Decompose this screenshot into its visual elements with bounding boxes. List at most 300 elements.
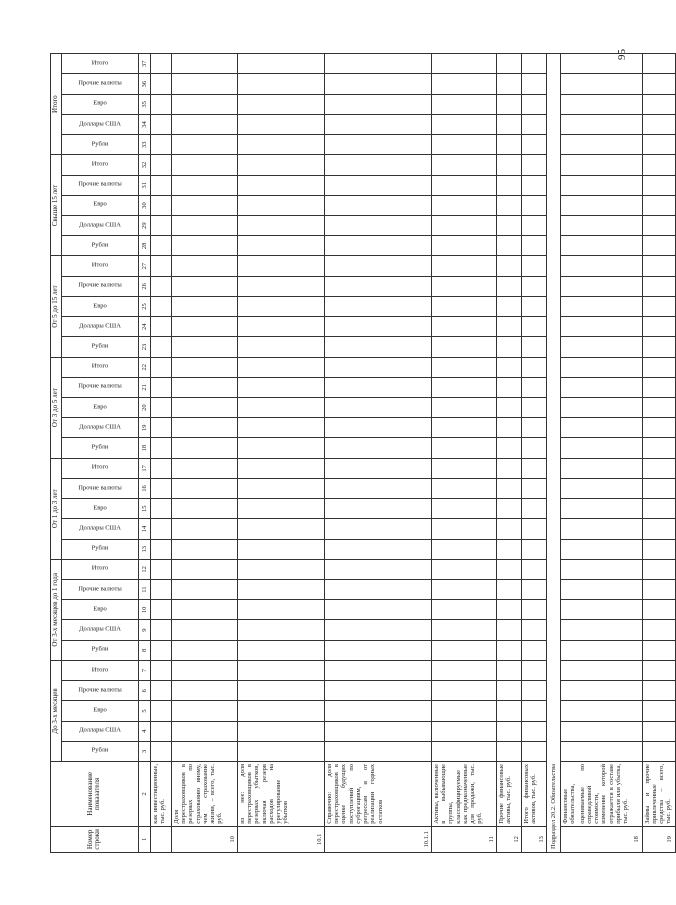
data-cell — [324, 276, 431, 296]
data-cell — [431, 135, 496, 155]
row-caption: Прочие финансовые активы, тыс. руб. — [496, 762, 521, 827]
currency-label: Рубли — [91, 443, 109, 451]
data-cell — [642, 357, 675, 377]
currency-label: Доллары США — [78, 524, 121, 532]
data-cell — [431, 660, 496, 680]
table-row — [521, 54, 546, 853]
currency-label: Евро — [93, 403, 107, 411]
subsection-title: Подраздел 20.2. Обязательства — [546, 54, 560, 853]
column-number: 33 — [138, 135, 150, 155]
data-cell — [324, 458, 431, 478]
data-cell — [324, 236, 431, 256]
currency-label: Доллары США — [78, 625, 121, 633]
data-cell — [150, 94, 171, 114]
data-cell — [642, 438, 675, 458]
data-cell — [431, 175, 496, 195]
data-cell — [431, 620, 496, 640]
data-cell — [237, 276, 324, 296]
currency-header — [61, 114, 138, 134]
currency-label: Прочие валюты — [78, 180, 122, 188]
data-cell — [324, 559, 431, 579]
data-cell — [324, 660, 431, 680]
data-cell — [431, 357, 496, 377]
data-cell — [150, 337, 171, 357]
data-cell — [237, 337, 324, 357]
data-cell — [431, 438, 496, 458]
row-number: 10.1 — [237, 826, 324, 852]
data-cell — [496, 681, 521, 701]
data-cell — [521, 216, 546, 236]
data-cell — [237, 54, 324, 75]
currency-label: Прочие валюты — [78, 484, 122, 492]
data-cell — [521, 337, 546, 357]
column-number: 35 — [138, 94, 150, 114]
currency-label: Евро — [93, 302, 107, 310]
data-cell — [496, 337, 521, 357]
data-cell — [521, 418, 546, 438]
data-cell — [324, 539, 431, 559]
data-cell — [642, 296, 675, 316]
data-cell — [171, 155, 237, 175]
data-cell — [521, 478, 546, 498]
data-cell — [561, 256, 643, 276]
data-cell — [150, 155, 171, 175]
data-cell — [150, 114, 171, 134]
data-cell — [324, 741, 431, 761]
row-caption: как инвестиционные, тыс. руб. — [150, 762, 171, 827]
data-cell — [431, 701, 496, 721]
data-cell — [521, 620, 546, 640]
data-cell — [561, 135, 643, 155]
data-cell — [150, 620, 171, 640]
data-cell — [496, 721, 521, 741]
data-cell — [237, 640, 324, 660]
data-cell — [171, 216, 237, 236]
currency-header — [61, 135, 138, 155]
data-cell — [171, 438, 237, 458]
data-cell — [324, 74, 431, 94]
table-row — [171, 54, 237, 853]
data-cell — [324, 418, 431, 438]
row-caption: Финансовые обязательства, — [561, 762, 578, 827]
data-cell — [642, 54, 675, 75]
data-cell — [237, 357, 324, 377]
data-cell — [521, 539, 546, 559]
column-number: 32 — [138, 155, 150, 175]
column-number: 36 — [138, 74, 150, 94]
column-number: 18 — [138, 438, 150, 458]
data-cell — [561, 398, 643, 418]
data-cell — [642, 478, 675, 498]
data-cell — [150, 519, 171, 539]
data-cell — [324, 256, 431, 276]
row-number: 11 — [431, 826, 496, 852]
data-cell — [150, 175, 171, 195]
currency-header — [61, 236, 138, 256]
data-cell — [150, 398, 171, 418]
data-cell — [171, 317, 237, 337]
data-cell — [521, 256, 546, 276]
data-cell — [521, 559, 546, 579]
column-number: 5 — [138, 701, 150, 721]
currency-header — [61, 458, 138, 478]
data-cell — [496, 155, 521, 175]
data-cell — [150, 276, 171, 296]
currency-label: Итого — [91, 59, 109, 67]
data-cell — [521, 741, 546, 761]
data-cell — [431, 681, 496, 701]
data-cell — [150, 236, 171, 256]
data-cell — [642, 256, 675, 276]
data-cell — [521, 600, 546, 620]
currency-header — [61, 195, 138, 215]
data-cell — [431, 377, 496, 397]
currency-header — [61, 175, 138, 195]
data-cell — [521, 195, 546, 215]
currency-header — [61, 398, 138, 418]
currency-header — [61, 701, 138, 721]
data-cell — [521, 640, 546, 660]
data-cell — [496, 519, 521, 539]
data-cell — [642, 519, 675, 539]
data-cell — [150, 478, 171, 498]
column-number: 20 — [138, 398, 150, 418]
column-number: 14 — [138, 519, 150, 539]
currency-label: Доллары США — [78, 423, 121, 431]
row-number: 13 — [521, 826, 546, 852]
data-cell — [642, 741, 675, 761]
data-cell — [521, 175, 546, 195]
data-cell — [237, 519, 324, 539]
data-cell — [642, 195, 675, 215]
column-number: 19 — [138, 418, 150, 438]
data-cell — [171, 519, 237, 539]
data-cell — [171, 620, 237, 640]
data-cell — [171, 721, 237, 741]
data-cell — [431, 94, 496, 114]
table-row — [237, 54, 324, 853]
data-cell — [521, 398, 546, 418]
row-caption: Доля перестраховщиков в резервах по страхованию иному, чем страхование жизни, – всего, тыс. руб. — [171, 762, 237, 827]
data-cell — [171, 600, 237, 620]
data-cell — [431, 640, 496, 660]
data-cell — [150, 499, 171, 519]
data-cell — [521, 236, 546, 256]
data-cell — [496, 559, 521, 579]
data-cell — [171, 681, 237, 701]
column-number: 24 — [138, 317, 150, 337]
data-cell — [431, 721, 496, 741]
data-cell — [237, 438, 324, 458]
data-cell — [431, 256, 496, 276]
data-cell — [171, 559, 237, 579]
data-cell — [642, 135, 675, 155]
column-number: 6 — [138, 681, 150, 701]
data-cell — [171, 580, 237, 600]
data-cell — [642, 337, 675, 357]
row-number: 10 — [171, 826, 237, 852]
data-cell — [561, 620, 643, 640]
data-cell — [431, 539, 496, 559]
data-cell — [496, 438, 521, 458]
data-cell — [431, 519, 496, 539]
data-cell — [642, 114, 675, 134]
data-cell — [521, 519, 546, 539]
data-cell — [237, 660, 324, 680]
data-cell — [642, 681, 675, 701]
data-cell — [496, 135, 521, 155]
data-cell — [324, 681, 431, 701]
data-cell — [496, 741, 521, 761]
group-header-over-15y: Свыше 15 лет — [51, 155, 62, 256]
data-cell — [171, 640, 237, 660]
column-number: 29 — [138, 216, 150, 236]
data-cell — [431, 458, 496, 478]
table-row — [150, 54, 171, 853]
data-cell — [171, 94, 237, 114]
data-cell — [561, 418, 643, 438]
column-number: 2 — [138, 762, 150, 827]
data-cell — [561, 721, 643, 741]
currency-label: Итого — [91, 565, 109, 573]
data-cell — [642, 701, 675, 721]
data-cell — [237, 195, 324, 215]
currency-label: Евро — [93, 99, 107, 107]
data-cell — [431, 54, 496, 75]
currency-header — [61, 620, 138, 640]
data-cell — [642, 499, 675, 519]
data-cell — [496, 114, 521, 134]
data-cell — [642, 94, 675, 114]
data-cell — [431, 741, 496, 761]
data-cell — [496, 398, 521, 418]
data-cell — [521, 499, 546, 519]
data-cell — [431, 600, 496, 620]
currency-header — [61, 94, 138, 114]
data-cell — [642, 559, 675, 579]
data-cell — [237, 741, 324, 761]
group-header-3-5y: От 3 до 5 лет — [51, 357, 62, 458]
data-cell — [496, 418, 521, 438]
data-cell — [431, 276, 496, 296]
column-number: 10 — [138, 600, 150, 620]
currency-label: Рубли — [91, 342, 109, 350]
data-cell — [237, 580, 324, 600]
data-cell — [561, 539, 643, 559]
data-cell — [324, 600, 431, 620]
group-header-3m-1y: От 3-х месяцев до 1 года — [51, 559, 62, 660]
data-cell — [237, 114, 324, 134]
data-cell — [150, 600, 171, 620]
data-cell — [171, 276, 237, 296]
column-number: 8 — [138, 640, 150, 660]
data-cell — [642, 620, 675, 640]
data-cell — [431, 296, 496, 316]
data-cell — [561, 296, 643, 316]
data-cell — [642, 418, 675, 438]
data-cell — [171, 114, 237, 134]
data-cell — [521, 74, 546, 94]
data-cell — [150, 458, 171, 478]
column-number: 16 — [138, 478, 150, 498]
currency-header — [61, 317, 138, 337]
data-cell — [237, 458, 324, 478]
column-number: 23 — [138, 337, 150, 357]
data-cell — [642, 155, 675, 175]
row-caption: оцениваемые по справедливой стоимости, изменение которой отражается в составе прибыли или убытка, тыс. руб. — [578, 762, 643, 827]
currency-label: Итого — [91, 160, 109, 168]
data-cell — [642, 640, 675, 660]
currency-label: Доллары США — [78, 322, 121, 330]
data-cell — [431, 74, 496, 94]
data-cell — [642, 539, 675, 559]
data-cell — [561, 660, 643, 680]
currency-header — [61, 559, 138, 579]
data-cell — [431, 478, 496, 498]
column-number: 4 — [138, 721, 150, 741]
data-cell — [150, 54, 171, 75]
data-cell — [561, 559, 643, 579]
data-cell — [496, 54, 521, 75]
currency-label: Прочие валюты — [78, 79, 122, 87]
data-cell — [237, 175, 324, 195]
row-number: 10.1.1 — [324, 826, 431, 852]
row-number: 19 — [642, 826, 675, 852]
data-cell — [150, 660, 171, 680]
data-cell — [496, 499, 521, 519]
row-caption: из нее: доля перестраховщиков в резервах убытков, включая резерв расходов на урегулирование убытков — [237, 762, 324, 827]
data-cell — [496, 620, 521, 640]
data-cell — [642, 600, 675, 620]
data-cell — [150, 135, 171, 155]
data-cell — [496, 478, 521, 498]
data-cell — [561, 114, 643, 134]
subsection-row — [546, 54, 560, 853]
data-cell — [150, 580, 171, 600]
data-cell — [150, 357, 171, 377]
data-cell — [521, 660, 546, 680]
column-number: 7 — [138, 660, 150, 680]
data-cell — [150, 216, 171, 236]
table-row — [642, 54, 675, 853]
currency-header — [61, 478, 138, 498]
data-cell — [171, 478, 237, 498]
data-cell — [496, 580, 521, 600]
currency-label: Итого — [91, 666, 109, 674]
data-cell — [150, 640, 171, 660]
currency-header — [61, 539, 138, 559]
header-row-currencies — [61, 54, 138, 853]
data-cell — [561, 276, 643, 296]
data-cell — [237, 620, 324, 640]
currency-label: Прочие валюты — [78, 585, 122, 593]
currency-header — [61, 721, 138, 741]
data-cell — [431, 418, 496, 438]
column-number: 22 — [138, 357, 150, 377]
currency-label: Итого — [91, 463, 109, 471]
data-cell — [237, 701, 324, 721]
data-cell — [561, 216, 643, 236]
table-row — [561, 54, 578, 853]
column-number: 21 — [138, 377, 150, 397]
row-caption: Справочно: доля перестраховщиков в оценке будущих поступлений по суброгациям, регрессам и от реализации годных остатков — [324, 762, 431, 827]
data-cell — [171, 499, 237, 519]
data-cell — [237, 296, 324, 316]
data-cell — [521, 438, 546, 458]
data-cell — [431, 499, 496, 519]
data-cell — [324, 54, 431, 75]
column-number: 12 — [138, 559, 150, 579]
data-cell — [496, 74, 521, 94]
data-cell — [237, 681, 324, 701]
column-number: 3 — [138, 741, 150, 761]
data-cell — [642, 276, 675, 296]
data-cell — [237, 155, 324, 175]
data-cell — [324, 620, 431, 640]
column-number: 13 — [138, 539, 150, 559]
data-cell — [324, 155, 431, 175]
currency-label: Прочие валюты — [78, 383, 122, 391]
data-cell — [237, 559, 324, 579]
data-cell — [171, 337, 237, 357]
data-cell — [171, 135, 237, 155]
data-cell — [431, 580, 496, 600]
data-cell — [521, 357, 546, 377]
group-header-0-3m: До 3-х месяцев — [51, 660, 62, 761]
data-cell — [237, 398, 324, 418]
column-number: 27 — [138, 256, 150, 276]
data-cell — [561, 600, 643, 620]
data-cell — [237, 94, 324, 114]
data-cell — [171, 398, 237, 418]
data-cell — [431, 398, 496, 418]
data-cell — [324, 114, 431, 134]
data-cell — [237, 499, 324, 519]
currency-header — [61, 155, 138, 175]
data-cell — [150, 741, 171, 761]
data-cell — [324, 94, 431, 114]
data-cell — [561, 195, 643, 215]
row-caption: Активы, включенные в выбывающие группы, классифицируемые как предназначенные для продажи, тыс. руб. — [431, 762, 496, 827]
data-cell — [521, 580, 546, 600]
data-cell — [521, 114, 546, 134]
row-caption: Итого финансовых активов, тыс. руб. — [521, 762, 546, 827]
currency-header — [61, 499, 138, 519]
currency-header — [61, 519, 138, 539]
currency-label: Прочие валюты — [78, 686, 122, 694]
table-row — [431, 54, 496, 853]
data-cell — [237, 135, 324, 155]
column-number: 15 — [138, 499, 150, 519]
currency-header — [61, 681, 138, 701]
data-cell — [521, 681, 546, 701]
data-cell — [521, 701, 546, 721]
data-cell — [324, 499, 431, 519]
data-cell — [642, 398, 675, 418]
data-cell — [237, 377, 324, 397]
currency-header — [61, 660, 138, 680]
data-cell — [496, 458, 521, 478]
data-cell — [561, 681, 643, 701]
data-cell — [324, 216, 431, 236]
data-cell — [561, 499, 643, 519]
data-cell — [496, 539, 521, 559]
data-cell — [561, 478, 643, 498]
data-cell — [496, 377, 521, 397]
currency-header — [61, 640, 138, 660]
data-cell — [171, 296, 237, 316]
data-cell — [150, 438, 171, 458]
